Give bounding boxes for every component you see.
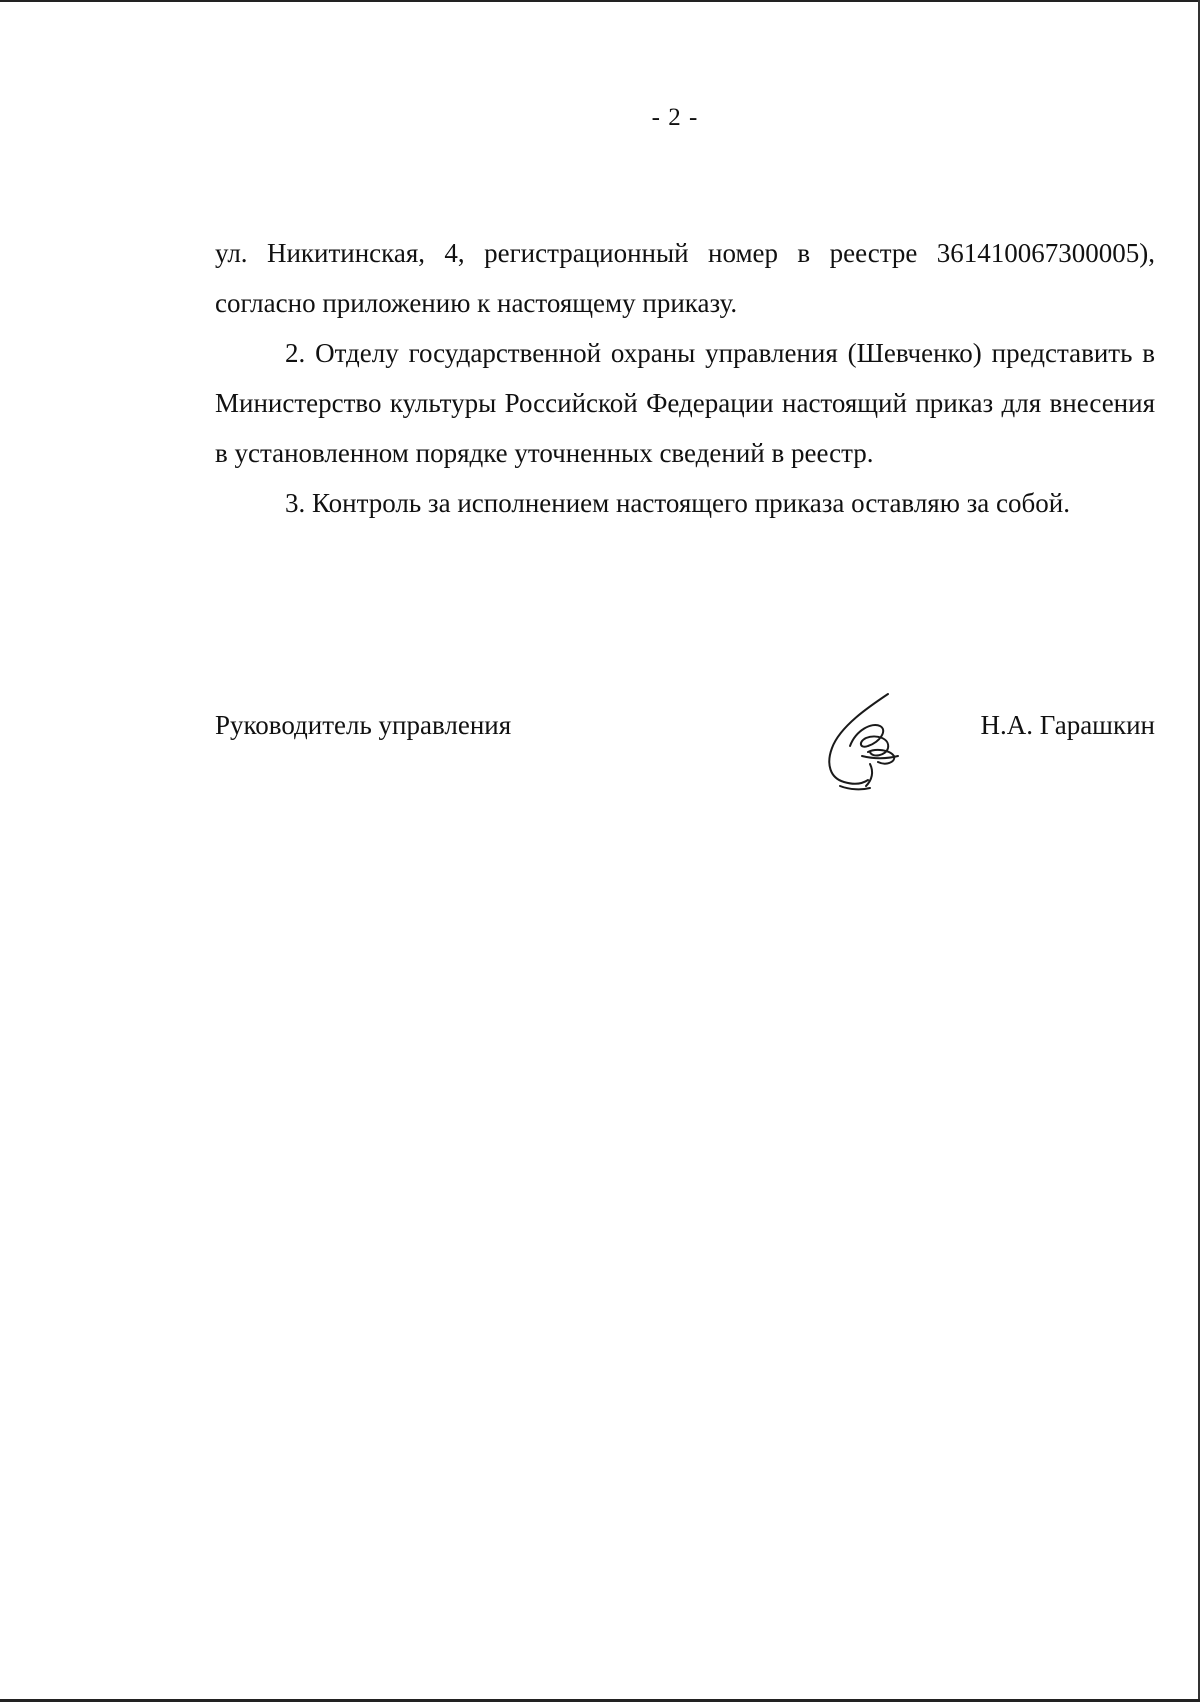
paragraph-item-2: 2. Отделу государственной охраны управления (Шевченко) представить в Министерство культуры Российской Федерации настоящий приказ для внесения в установленном порядке уточненных сведений в реестр. [215,338,1155,468]
signatory-position: Руководитель управления [215,710,512,740]
document-body [215,228,1155,528]
signatory-name: Н.А. Гарашкин [980,710,1155,740]
paragraph-address: ул. Никитинская, 4, регистрационный номер в реестре 361410067300005), согласно приложению к настоящему приказу. [215,238,1155,318]
scan-edge-top [0,0,1200,2]
paragraph-item-3: 3. Контроль за исполнением настоящего приказа оставляю за собой. [285,488,1070,518]
handwritten-signature [810,686,920,796]
signature-block [215,710,1155,800]
page-number: - 2 - [651,104,699,131]
